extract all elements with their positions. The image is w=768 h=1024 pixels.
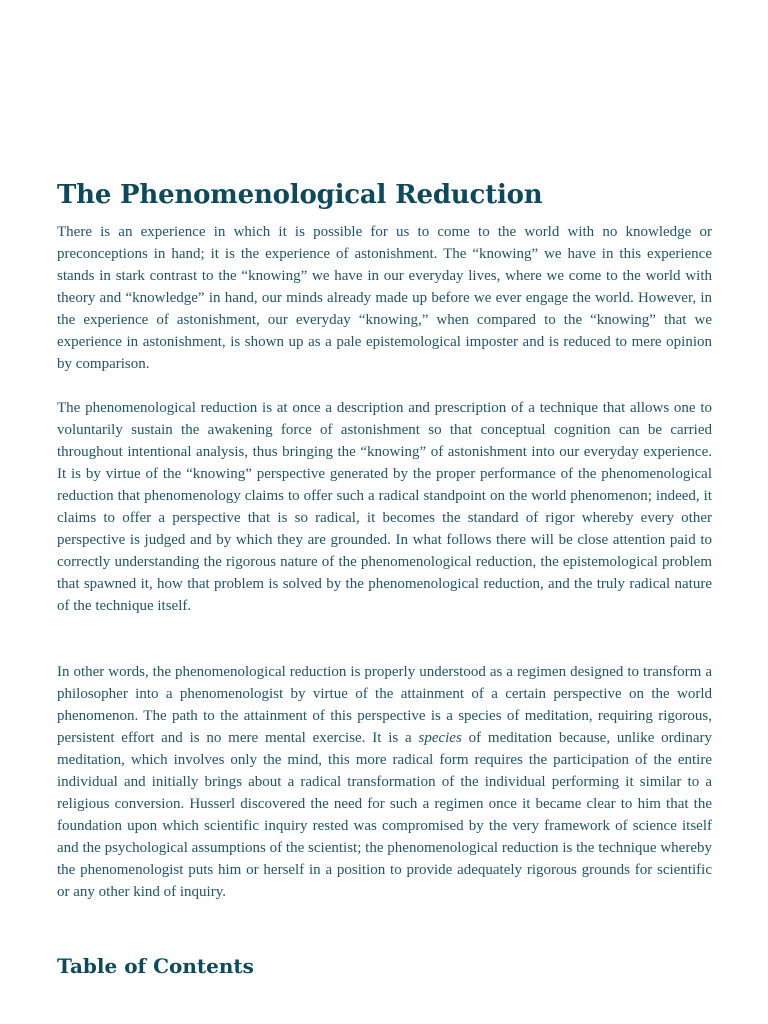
paragraph-reduction-technique: The phenomenological reduction is at once a description and prescription of a technique that allows one to voluntarily sustain the awakening force of astonishment so that conceptual cognition can be carried throughout intentional analysis, thus bringing the “knowing” of astonishment into our everyday experience. It is by virtue of the “knowing” perspective generated by the proper performance of the phenomenological reduction that phenomenology claims to offer such a radical standpoint on the world phenomenon; indeed, it claims to offer a perspective that is so radical, it becomes the standard of rigor whereby every other perspective is judged and by which they are grounded. In what follows there will be close attention paid to correctly understanding the rigorous nature of the phenomenological reduction, the epistemological problem that spawned it, how that problem is solved by the phenomenological reduction, and the truly radical nature of the technique itself.	[57, 400, 712, 614]
document-title: The Phenomenological Reduction	[57, 180, 543, 210]
table-of-contents-heading: Table of Contents	[57, 954, 254, 978]
paragraph-regimen	[57, 661, 712, 903]
emphasized-word-species: species	[418, 730, 462, 746]
paragraph-astonishment: There is an experience in which it is possible for us to come to the world with no knowledge or preconceptions in hand; it is the experience of astonishment. The “knowing” we have in this experience stands in stark contrast to the “knowing” we have in our everyday lives, where we come to the world with theory and “knowledge” in hand, our minds already made up before we ever engage the world. However, in the experience of astonishment, our everyday “knowing,” when compared to the “knowing” that we experience in astonishment, is shown up as a pale epistemological imposter and is reduced to mere opinion by comparison.	[57, 224, 712, 372]
paragraph-regimen-text-start: In other words, the phenomenological reduction is properly understood as a regimen designed to transform a philosopher into a phenomenologist by virtue of the attainment of a certain perspective on the world phenomenon. The path to the attainment of this perspective is a species of meditation, requiring rigorous, persistent effort and is no mere mental exercise. It is a	[57, 664, 712, 746]
paragraph-regimen-text-end: of meditation because, unlike ordinary meditation, which involves only the mind, this more radical form requires the participation of the entire individual and initially brings about a radical transformation of the individual performing it similar to a religious conversion. Husserl discovered the need for such a regimen once it became clear to him that the foundation upon which scientific inquiry rested was compromised by the very framework of science itself and the psychological assumptions of the scientist; the phenomenological reduction is the technique whereby the phenomenologist puts him or herself in a position to provide adequately rigorous grounds for scientific or any other kind of inquiry.	[57, 730, 712, 900]
